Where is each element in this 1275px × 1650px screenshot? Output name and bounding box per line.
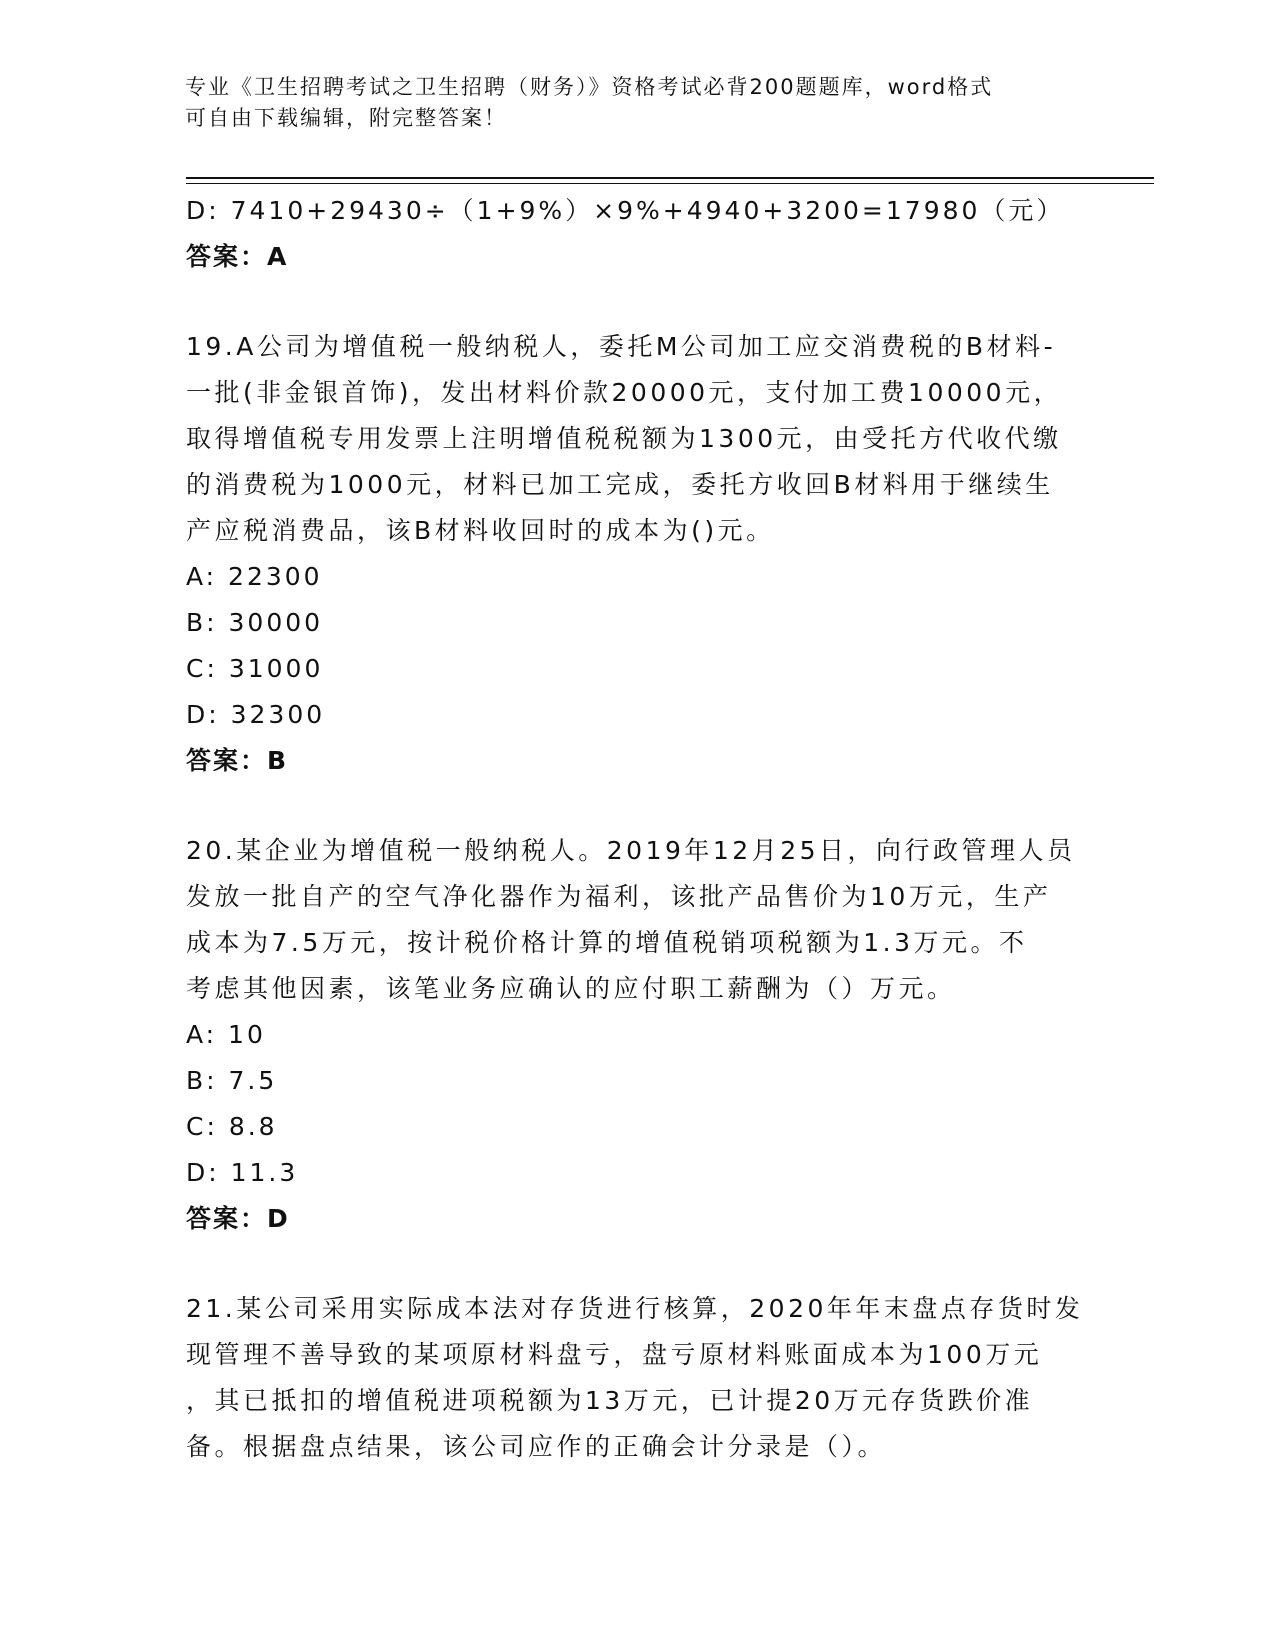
- answer-line: 答案：D: [186, 1204, 290, 1233]
- document-header: [185, 72, 1085, 134]
- stem-line: 发放一批自产的空气净化器作为福利，该批产品售价为10万元，生产: [186, 882, 1052, 911]
- stem-line: 备。根据盘点结果，该公司应作的正确会计分录是（）。: [186, 1432, 887, 1461]
- stem-line: 取得增值税专用发票上注明增值税税额为1300元，由受托方代收代缴: [186, 424, 1062, 453]
- stem-line: 的消费税为1000元，材料已加工完成，委托方收回B材料用于继续生: [186, 470, 1054, 499]
- header-rule-thick: [186, 177, 1154, 179]
- question-19: [186, 324, 1086, 784]
- option-c: C: 8.8: [186, 1112, 278, 1141]
- question-stem: [186, 324, 1086, 554]
- header-line-2: 可自由下载编辑，附完整答案！: [185, 106, 507, 130]
- question-stem: [186, 1286, 1086, 1470]
- stem-line: 21.某公司采用实际成本法对存货进行核算，2020年年末盘点存货时发: [186, 1294, 1084, 1323]
- stem-line: 一批(非金银首饰)，发出材料价款20000元，支付加工费10000元，: [186, 378, 1063, 407]
- stem-line: 考虑其他因素，该笔业务应确认的应付职工薪酬为（）万元。: [186, 974, 956, 1003]
- option-d: D: 7410+29430÷（1+9%）×9%+4940+3200=17980（元）: [186, 196, 1065, 225]
- option-d: D: 32300: [186, 700, 326, 729]
- option-b: B: 7.5: [186, 1066, 278, 1095]
- header-line-1: 专业《卫生招聘考试之卫生招聘（财务）》资格考试必背200题题库，word格式: [185, 75, 994, 99]
- option-b: B: 30000: [186, 608, 324, 637]
- option-c: C: 31000: [186, 654, 324, 683]
- answer-line: 答案：B: [186, 746, 289, 775]
- stem-line: 产应税消费品，该B材料收回时的成本为()元。: [186, 516, 775, 545]
- stem-line: 现管理不善导致的某项原材料盘亏，盘亏原材料账面成本为100万元: [186, 1340, 1043, 1369]
- spacer: [186, 784, 1086, 828]
- option-a: A: 10: [186, 1020, 266, 1049]
- previous-question-tail: [186, 188, 1086, 280]
- header-rule-thin: [186, 183, 1154, 184]
- option-a: A: 22300: [186, 562, 323, 591]
- question-20: [186, 828, 1086, 1242]
- document-body: [186, 188, 1086, 1470]
- stem-line: ，其已抵扣的增值税进项税额为13万元，已计提20万元存货跌价准: [186, 1386, 1034, 1415]
- option-d: D: 11.3: [186, 1158, 299, 1187]
- question-21: [186, 1286, 1086, 1470]
- stem-line: 成本为7.5万元，按计税价格计算的增值税销项税额为1.3万元。不: [186, 928, 1028, 957]
- question-stem: [186, 828, 1086, 1012]
- spacer: [186, 280, 1086, 324]
- stem-line: 20.某企业为增值税一般纳税人。2019年12月25日，向行政管理人员: [186, 836, 1076, 865]
- answer-line: 答案：A: [186, 242, 289, 271]
- spacer: [186, 1242, 1086, 1286]
- stem-line: 19.A公司为增值税一般纳税人，委托M公司加工应交消费税的B材料-: [186, 332, 1057, 361]
